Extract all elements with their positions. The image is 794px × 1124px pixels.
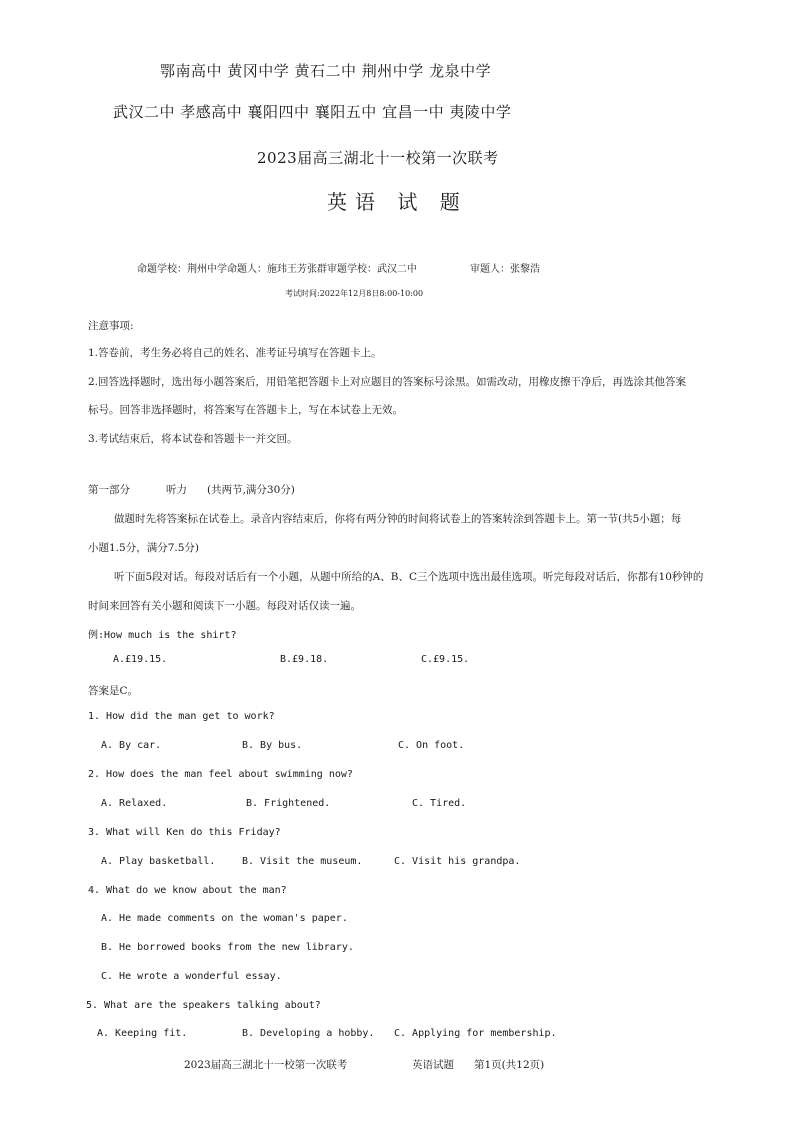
notice-item-3: 3.考试结束后，将本试卷和答题卡一并交回。	[88, 433, 298, 445]
part-intro-line-1: 做题时先将答案标在试卷上。录音内容结束后，你将有两分钟的时间将试卷上的答案转涂到答题卡上。第一节(共5小题；每	[114, 513, 682, 525]
question-5: 5. What are the speakers talking about?	[86, 1000, 321, 1011]
question-1-option-c: C. On foot.	[398, 740, 465, 751]
part-name: 听力	[166, 484, 187, 496]
question-4-option-a: A. He made comments on the woman's paper.	[101, 913, 348, 924]
example-answer: 答案是C。	[88, 685, 139, 697]
question-5-option-a: A. Keeping fit.	[97, 1028, 188, 1039]
question-1-option-a: A. By car.	[101, 740, 162, 751]
notice-item-2-line-2: 标号。回答非选择题时，将答案写在答题卡上，写在本试卷上无效。	[88, 404, 403, 416]
question-2-option-c: C. Tired.	[412, 798, 467, 809]
question-3-option-b: B. Visit the museum.	[242, 856, 363, 867]
exam-time: 考试时间:2022年12月8日8:00-10:00	[285, 289, 424, 298]
notice-item-2-line-1: 2.回答选择题时，选出每小题答案后，用铅笔把答题卡上对应题目的答案标号涂黑。如需改动，用橡皮擦干净后，再选涂其他答案	[88, 376, 687, 388]
proposers: 命题学校：荆州中学命题人：施玮王芳张群审题学校：武汉二中	[137, 264, 417, 275]
example-option-c: C.£9.15.	[421, 654, 470, 665]
question-3: 3. What will Ken do this Friday?	[88, 827, 281, 838]
example-option-b: B.£9.18.	[280, 654, 329, 665]
exam-name: 2023届高三湖北十一校第一次联考	[257, 149, 499, 167]
question-5-option-c: C. Applying for membership.	[394, 1028, 557, 1039]
question-2: 2. How does the man feel about swimming now?	[88, 769, 353, 780]
question-3-option-a: A. Play basketball.	[101, 856, 216, 867]
part-label: 第一部分	[88, 484, 130, 496]
school-list-line-1: 鄂南高中 黄冈中学 黄石二中 荆州中学 龙泉中学	[160, 62, 492, 80]
notice-heading: 注意事项:	[88, 320, 134, 332]
question-4: 4. What do we know about the man?	[88, 885, 287, 896]
subject-title: 英语 试 题	[327, 190, 468, 214]
reviewer: 审题人：张黎浩	[470, 264, 540, 275]
notice-item-1: 1.答卷前，考生务必将自己的姓名、准考证号填写在答题卡上。	[88, 347, 382, 359]
section-instructions-line-2: 时间来回答有关小题和阅读下一小题。每段对话仅读一遍。	[88, 600, 361, 612]
question-5-option-b: B. Developing a hobby.	[242, 1028, 375, 1039]
example-question: 例:How much is the shirt?	[88, 630, 237, 641]
question-4-option-c: C. He wrote a wonderful essay.	[101, 971, 282, 982]
example-option-a: A.£19.15.	[113, 654, 168, 665]
question-1-option-b: B. By bus.	[242, 740, 303, 751]
question-2-option-a: A. Relaxed.	[101, 798, 168, 809]
school-list-line-2: 武汉二中 孝感高中 襄阳四中 襄阳五中 宜昌一中 夷陵中学	[113, 103, 512, 121]
part-score: (共两节,满分30分)	[207, 484, 295, 496]
question-1: 1. How did the man get to work?	[88, 711, 275, 722]
section-instructions-line-1: 听下面5段对话。每段对话后有一个小题，从题中所给的A、B、C三个选项中选出最佳选项。听完每段对话后，你都有10秒钟的	[114, 571, 704, 583]
question-4-option-b: B. He borrowed books from the new library.	[101, 942, 354, 953]
question-3-option-c: C. Visit his grandpa.	[394, 856, 521, 867]
footer-subject: 英语试题	[412, 1059, 454, 1071]
part-intro-line-2: 小题1.5分，满分7.5分)	[88, 542, 199, 554]
question-2-option-b: B. Frightened.	[246, 798, 331, 809]
footer-page-number: 第1页(共12页)	[474, 1059, 545, 1071]
footer-exam: 2023届高三湖北十一校第一次联考	[184, 1059, 348, 1071]
